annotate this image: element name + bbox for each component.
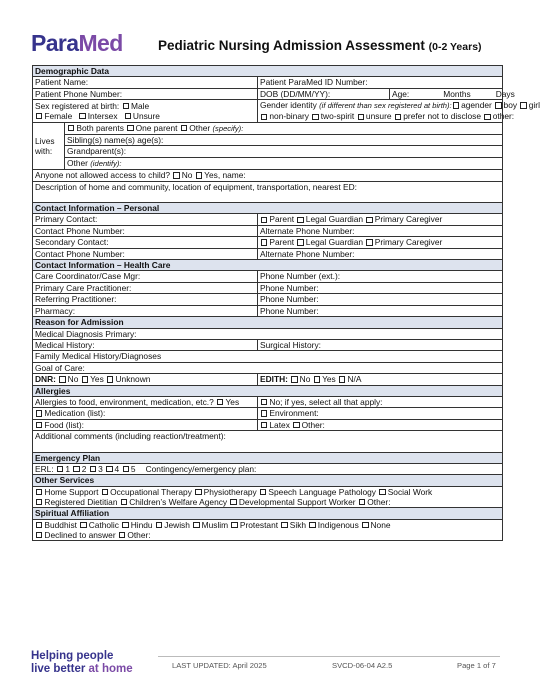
checkbox-female[interactable] [36,113,42,119]
home-description-field[interactable]: Description of home and community, location of equipment, transportation, nearest ED: [33,181,503,202]
checkbox-non-binary[interactable] [261,114,267,120]
document-subtitle: (0-2 Years) [428,41,482,53]
grandparents-field[interactable]: Grandparent(s): [65,146,503,157]
checkbox-medication[interactable] [36,410,42,416]
section-reason: Reason for Admission [33,317,503,328]
checkbox-one-parent[interactable] [127,125,133,131]
other-household-field[interactable]: Other (identify): [65,157,503,169]
section-demographic: Demographic Data [33,66,503,77]
environment-allergy-field[interactable]: Environment: [258,408,503,419]
referring-phone-field[interactable]: Phone Number: [258,294,503,305]
checkbox-guardian-2[interactable] [297,239,303,245]
goal-of-care-field[interactable]: Goal of Care: [33,362,503,373]
edith-field[interactable]: EDITH: No Yes N/A [258,374,503,385]
patient-name-field[interactable]: Patient Name: [33,77,258,88]
checkbox-declined[interactable] [36,532,42,538]
secondary-contact-role[interactable]: Parent Legal Guardian Primary Caregiver [258,237,503,248]
checkbox-agender[interactable] [453,102,459,108]
surgical-history-field[interactable]: Surgical History: [258,339,503,350]
alt-phone-field-1[interactable]: Alternate Phone Number: [258,225,503,236]
checkbox-food[interactable] [36,422,42,428]
allergy-comments-field[interactable]: Additional comments (including reaction/treatment): [33,431,503,452]
checkbox-home-support[interactable] [36,489,42,495]
section-allergies: Allergies [33,385,503,396]
checkbox-lives-other[interactable] [181,125,187,131]
checkbox-allergy-other[interactable] [293,422,299,428]
access-restriction-field[interactable]: Anyone not allowed access to child? No Yes, name: [33,170,503,181]
primary-contact-field[interactable]: Primary Contact: [33,214,258,225]
alt-phone-field-2[interactable]: Alternate Phone Number: [258,248,503,259]
dob-field[interactable]: DOB (DD/MM/YY): [258,88,390,99]
checkbox-occupational-therapy[interactable] [102,489,108,495]
checkbox-access-yes[interactable] [196,172,202,178]
checkbox-muslim[interactable] [193,522,199,528]
checkbox-gender-unsure[interactable] [358,114,364,120]
dnr-field[interactable]: DNR: No Yes Unknown [33,374,258,385]
section-contact-health: Contact Information – Health Care [33,260,503,271]
checkbox-environment[interactable] [261,410,267,416]
contact-phone-field-2[interactable]: Contact Phone Number: [33,248,258,259]
section-contact-personal: Contact Information – Personal [33,203,503,214]
footer-divider [158,656,500,657]
footer-tagline: Helping people live better at home [31,650,133,675]
checkbox-catholic[interactable] [80,522,86,528]
section-other-services: Other Services [33,475,503,486]
checkbox-edith-yes[interactable] [314,376,320,382]
checkbox-unsure[interactable] [125,113,131,119]
siblings-field[interactable]: Sibling(s) name(s) age(s): [65,135,503,146]
coordinator-phone-field[interactable]: Phone Number (ext.): [258,271,503,282]
checkbox-sikh[interactable] [281,522,287,528]
checkbox-developmental-support[interactable] [230,499,236,505]
checkbox-caregiver-1[interactable] [366,217,372,223]
allergies-question[interactable]: Allergies to food, environment, medication, etc.? Yes [33,396,258,407]
practitioner-phone-field[interactable]: Phone Number: [258,282,503,293]
checkbox-speech-pathology[interactable] [260,489,266,495]
checkbox-erl-1[interactable] [57,466,63,472]
checkbox-edith-no[interactable] [291,376,297,382]
checkbox-protestant[interactable] [231,522,237,528]
other-services-field[interactable]: Home Support Occupational Therapy Physiotherapy Speech Language Pathology Social Work Registered Dietitian Children’s Welfare Agency Developmental Support Worker Other: [33,486,503,507]
checkbox-erl-2[interactable] [73,466,79,472]
lives-with-options[interactable]: Both parents One parent Other (specify): [65,122,503,134]
diagnosis-field[interactable]: Medical Diagnosis Primary: [33,328,503,339]
checkbox-spiritual-other[interactable] [119,532,125,538]
latex-other-field[interactable]: Latex Other: [258,419,503,430]
checkbox-indigenous[interactable] [309,522,315,528]
checkbox-allergies-no[interactable] [261,399,267,405]
checkbox-dnr-unknown[interactable] [107,376,113,382]
pharmacy-field[interactable]: Pharmacy: [33,305,258,316]
checkbox-male[interactable] [123,103,129,109]
lives-with-label: Lives with: [33,122,65,170]
checkbox-dnr-yes[interactable] [82,376,88,382]
checkbox-services-other[interactable] [359,499,365,505]
emergency-plan-field[interactable]: ERL: 1 2 3 4 5 Contingency/emergency plan: [33,463,503,474]
checkbox-caregiver-2[interactable] [366,239,372,245]
primary-contact-role[interactable]: Parent Legal Guardian Primary Caregiver [258,214,503,225]
section-emergency: Emergency Plan [33,452,503,463]
primary-practitioner-field[interactable]: Primary Care Practitioner: [33,282,258,293]
referring-practitioner-field[interactable]: Referring Practitioner: [33,294,258,305]
checkbox-social-work[interactable] [379,489,385,495]
checkbox-latex[interactable] [261,422,267,428]
paramed-logo: ParaMed [31,30,123,56]
document-title: Pediatric Nursing Admission Assessment (0-2 Years) [158,38,482,53]
spiritual-affiliation-field[interactable]: Buddhist Catholic Hindu Jewish Muslim Protestant Sikh Indigenous None Declined to answer Other: [33,519,503,540]
gender-identity-field[interactable]: Gender identity (if different than sex registered at birth): agender boy girl non-binary two-spirit unsure prefer not to disclose other: [258,100,503,122]
checkbox-jewish[interactable] [156,522,162,528]
section-spiritual: Spiritual Affiliation [33,508,503,519]
checkbox-none[interactable] [362,522,368,528]
checkbox-physiotherapy[interactable] [195,489,201,495]
checkbox-access-no[interactable] [173,172,179,178]
checkbox-parent-2[interactable] [261,239,267,245]
contact-phone-field-1[interactable]: Contact Phone Number: [33,225,258,236]
secondary-contact-field[interactable]: Secondary Contact: [33,237,258,248]
checkbox-gender-other[interactable] [484,114,490,120]
checkbox-both-parents[interactable] [68,125,74,131]
age-field[interactable]: Age: Months Days [390,88,503,99]
checkbox-erl-3[interactable] [90,466,96,472]
checkbox-two-spirit[interactable] [312,114,318,120]
footer-page-number: Page 1 of 7 [457,661,496,670]
patient-phone-field[interactable]: Patient Phone Number: [33,88,258,99]
checkbox-edith-na[interactable] [339,376,345,382]
medication-allergy-field[interactable]: Medication (list): [33,408,258,419]
pharmacy-phone-field[interactable]: Phone Number: [258,305,503,316]
checkbox-boy[interactable] [495,102,501,108]
family-history-field[interactable]: Family Medical History/Diagnoses [33,351,503,362]
food-allergy-field[interactable]: Food (list): [33,419,258,430]
checkbox-welfare-agency[interactable] [121,499,127,505]
checkbox-guardian-1[interactable] [297,217,303,223]
checkbox-buddhist[interactable] [36,522,42,528]
sex-at-birth-field[interactable]: Sex registered at birth: Male Female Intersex Unsure [33,100,258,122]
admission-form [32,65,540,541]
checkbox-girl[interactable] [520,102,526,108]
allergies-no-field[interactable]: No; if yes, select all that apply: [258,396,503,407]
checkbox-erl-4[interactable] [106,466,112,472]
checkbox-hindu[interactable] [122,522,128,528]
checkbox-dnr-no[interactable] [59,376,65,382]
patient-id-field[interactable]: Patient ParaMed ID Number: [258,77,503,88]
checkbox-parent-1[interactable] [261,217,267,223]
footer-document-code: SVCD-06-04 A2.5 [332,661,393,670]
medical-history-field[interactable]: Medical History: [33,339,258,350]
checkbox-dietitian[interactable] [36,499,42,505]
footer-last-updated: LAST UPDATED: April 2025 [172,661,267,670]
checkbox-prefer-not[interactable] [395,114,401,120]
checkbox-erl-5[interactable] [123,466,129,472]
checkbox-allergies-yes[interactable] [217,399,223,405]
care-coordinator-field[interactable]: Care Coordinator/Case Mgr: [33,271,258,282]
checkbox-intersex[interactable] [79,113,85,119]
